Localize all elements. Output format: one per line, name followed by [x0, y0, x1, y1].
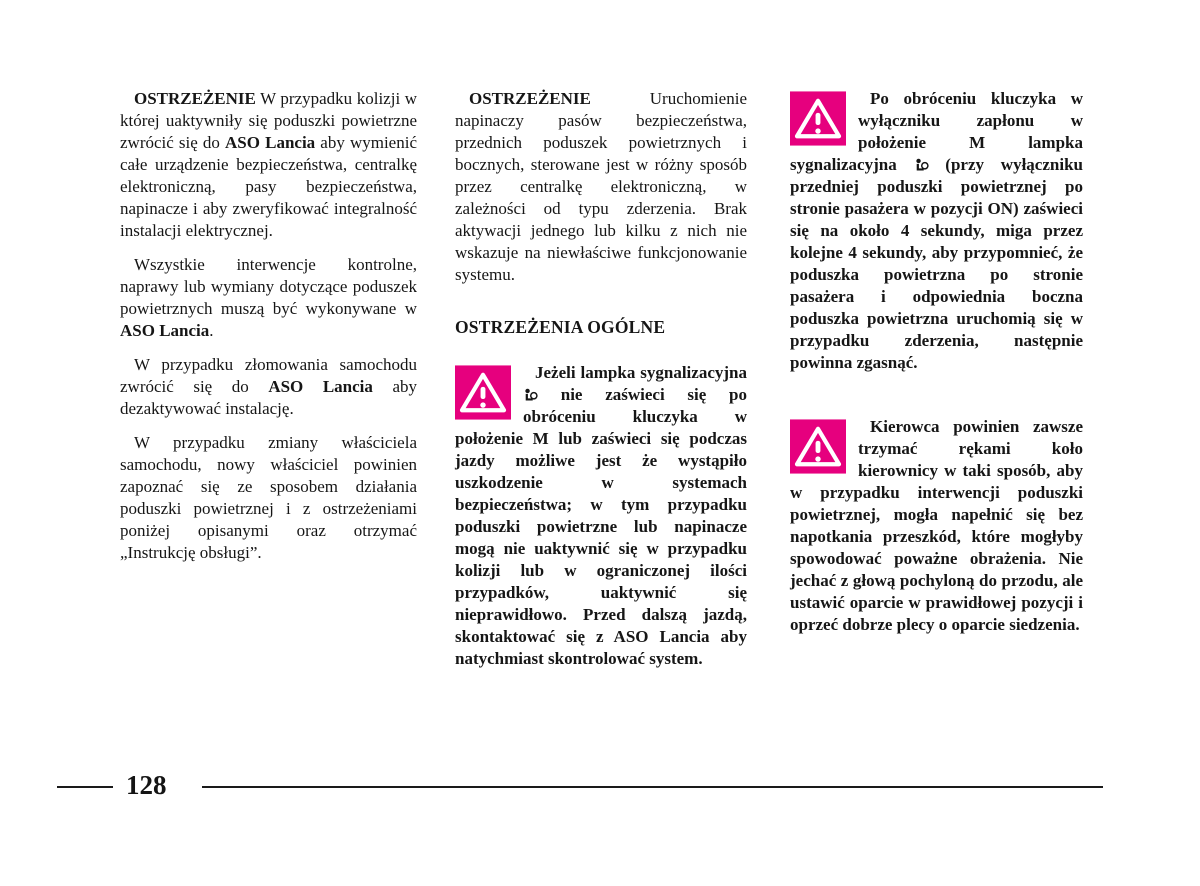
warning-triangle-icon	[790, 91, 846, 146]
warning-triangle-icon	[455, 365, 511, 420]
warning-triangle-icon	[790, 419, 846, 474]
general-warnings-heading: OSTRZEŻENIA OGÓLNE	[455, 317, 666, 337]
footer-rule-right	[202, 786, 1103, 788]
paragraph	[455, 88, 747, 286]
warning-text: Po obróceniu kluczyka w wyłączniku zapłonu w położenie M lampka sygnalizacyjna	[790, 89, 1083, 174]
warning-keyword: OSTRZEŻENIE	[134, 89, 256, 108]
body-text: aby dezaktywować instalację.	[120, 377, 417, 418]
airbag-lamp-icon	[914, 158, 929, 172]
warning-paragraph	[790, 88, 1083, 374]
column-left	[120, 88, 417, 576]
footer-rule-left	[57, 786, 113, 788]
page-footer	[0, 768, 1200, 808]
warning-paragraph	[455, 362, 747, 670]
warning-text: nie zaświeci się po obróceniu kluczyka w położenie M lub zaświeci się podczas jazdy możliwe jest że wystąpiło uszkodzenie w systemach bezpieczeństwa; w tym przypadku poduszki powietrzne lub napinacze mogą nie uaktywnić się w przypadku kolizji lub w ograniczonej ilości przypadków, uaktywnić się nieprawidłowo. Przed dalszą jazdą, skontaktować się z ASO Lancia aby natychmiast skontrolować system.	[455, 385, 747, 668]
column-middle	[455, 88, 747, 684]
column-right	[790, 88, 1083, 650]
body-text: W przypadku złomowania samochodu zwrócić się do	[120, 355, 417, 396]
page-number: 128	[126, 770, 167, 800]
body-text: aby wymienić całe urządzenie bezpieczeństwa, centralkę elektroniczną, pasy bezpieczeństwa, napinacze i aby zweryfikować integralność instalacji elektrycznej.	[120, 133, 417, 240]
aso-lancia-bold: ASO Lancia	[225, 133, 316, 152]
aso-lancia-bold: ASO Lancia	[268, 377, 373, 396]
body-text: W przypadku zmiany właściciela samochodu, nowy właściciel powinien zapoznać się ze sposobem działania poduszki powietrznej i z ostrzeżeniami poniżej opisanymi oraz otrzymać „Instrukcję obsługi”.	[120, 433, 417, 562]
body-text: W przypadku kolizji w której uaktywniły się poduszki powietrzne zwrócić się do	[120, 89, 417, 152]
warning-paragraph	[790, 416, 1083, 636]
body-text: Uruchomienie napinaczy pasów bezpieczeństwa, przednich poduszek powietrznych i bocznych, sterowane jest w różny sposób przez centralkę elektroniczną, w zależności od typu zderzenia. Brak aktywacji jednego lub kilku z nich nie wskazuje na niewłaściwe funkcjonowanie systemu.	[455, 89, 747, 284]
paragraph	[120, 354, 417, 420]
paragraph	[120, 88, 417, 242]
paragraph	[120, 254, 417, 342]
body-text: Wszystkie interwencje kontrolne, naprawy lub wymiany dotyczące poduszek powietrznych muszą być wykonywane w	[120, 255, 417, 318]
warning-text: Kierowca powinien zawsze trzymać rękami koło kierownicy w taki sposób, aby w przypadku interwencji poduszki powietrznej, mogła napełnić się bez napotkania przeszkód, które mogłyby spowodować poważne obrażenia. Nie jechać z głową pochyloną do przodu, ale ustawić oparcie w prawidłowej pozycji i oprzeć dobrze plecy o oparcie siedzenia.	[790, 417, 1083, 634]
warning-keyword: OSTRZEŻENIE	[469, 89, 591, 108]
warning-text: (przy wyłączniku przedniej poduszki powietrznej po stronie pasażera w pozycji ON) zaświeci się na około 4 sekundy, miga przez kolejne 4 sekundy, aby przypomnieć, że poduszka powietrzna po stronie pasażera i odpowiednia boczna poduszka powietrzna uruchomią się w przypadku zderzenia, następnie powinna zgasnąć.	[790, 155, 1083, 372]
warning-text: Jeżeli lampka sygnalizacyjna	[535, 363, 747, 382]
aso-lancia-bold: ASO Lancia	[120, 321, 210, 340]
paragraph	[120, 432, 417, 564]
airbag-lamp-icon	[523, 388, 538, 402]
body-text: .	[209, 321, 214, 340]
